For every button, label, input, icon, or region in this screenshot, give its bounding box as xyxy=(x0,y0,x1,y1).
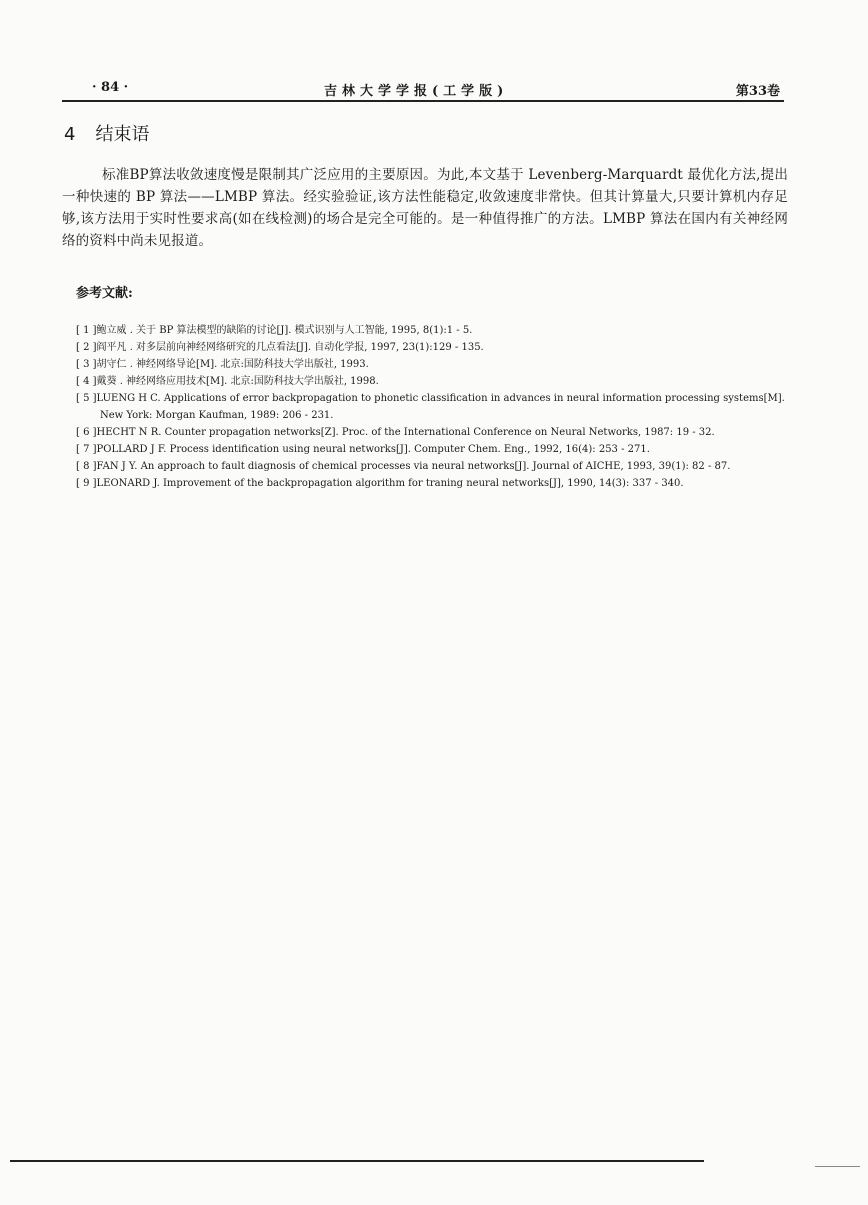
reference-item: [ 8 ]FAN J Y. An approach to fault diagnosis of chemical processes via neural networks[J]. Journal of AICHE, 1993, 39(1): 82 - 87. xyxy=(76,461,731,472)
page-number: · 84 · xyxy=(92,80,129,95)
reference-item: [ 9 ]LEONARD J. Improvement of the backpropagation algorithm for traning neural networks[J], 1990, 14(3): 337 - 340. xyxy=(76,478,684,489)
reference-item: [ 4 ]戴葵 . 神经网络应用技术[M]. 北京:国防科技大学出版社, 1998. xyxy=(76,376,379,387)
footer-rule-fragment xyxy=(815,1166,860,1167)
reference-item: [ 3 ]胡守仁 . 神经网络导论[M]. 北京:国防科技大学出版社, 1993. xyxy=(76,359,369,370)
section-heading xyxy=(64,120,149,146)
reference-list xyxy=(76,322,792,492)
running-header xyxy=(62,76,784,102)
section-number: 4 xyxy=(64,124,76,145)
reference-item: [ 6 ]HECHT N R. Counter propagation networks[Z]. Proc. of the International Conference on Neural Networks, 1987: 19 - 32. xyxy=(76,427,715,438)
references-heading: 参考文献: xyxy=(76,286,133,301)
volume-label: 第33卷 xyxy=(735,84,780,99)
reference-item: [ 5 ]LUENG H C. Applications of error backpropagation to phonetic classification in advances in neural information processing systems[M]. New York: Morgan Kaufman, 1989: 206 - 231. xyxy=(76,393,785,421)
reference-item: [ 2 ]阎平凡 . 对多层前向神经网络研究的几点看法[J]. 自动化学报, 1997, 23(1):129 - 135. xyxy=(76,342,484,353)
reference-item: [ 1 ]鲍立威 . 关于 BP 算法模型的缺陷的讨论[J]. 模式识别与人工智能, 1995, 8(1):1 - 5. xyxy=(76,325,473,336)
footer-rule xyxy=(10,1160,704,1162)
conclusion-paragraph: 标准BP算法收敛速度慢是限制其广泛应用的主要原因。为此,本文基于 Levenberg-Marquardt 最优化方法,提出一种快速的 BP 算法——LMBP 算法。经实验验证,该方法性能稳定,收敛速度非常快。但其计算量大,只要计算机内存足够,该方法用于实时性要求高(如在线检测)的场合是完全可能的。是一种值得推广的方法。LMBP 算法在国内有关神经网络的资料中尚未见报道。 xyxy=(62,167,788,249)
journal-title: 吉林大学学报(工学版) xyxy=(324,84,509,99)
section-title: 结束语 xyxy=(95,124,150,145)
reference-item: [ 7 ]POLLARD J F. Process identification using neural networks[J]. Computer Chem. Eng., 1992, 16(4): 253 - 271. xyxy=(76,444,650,455)
